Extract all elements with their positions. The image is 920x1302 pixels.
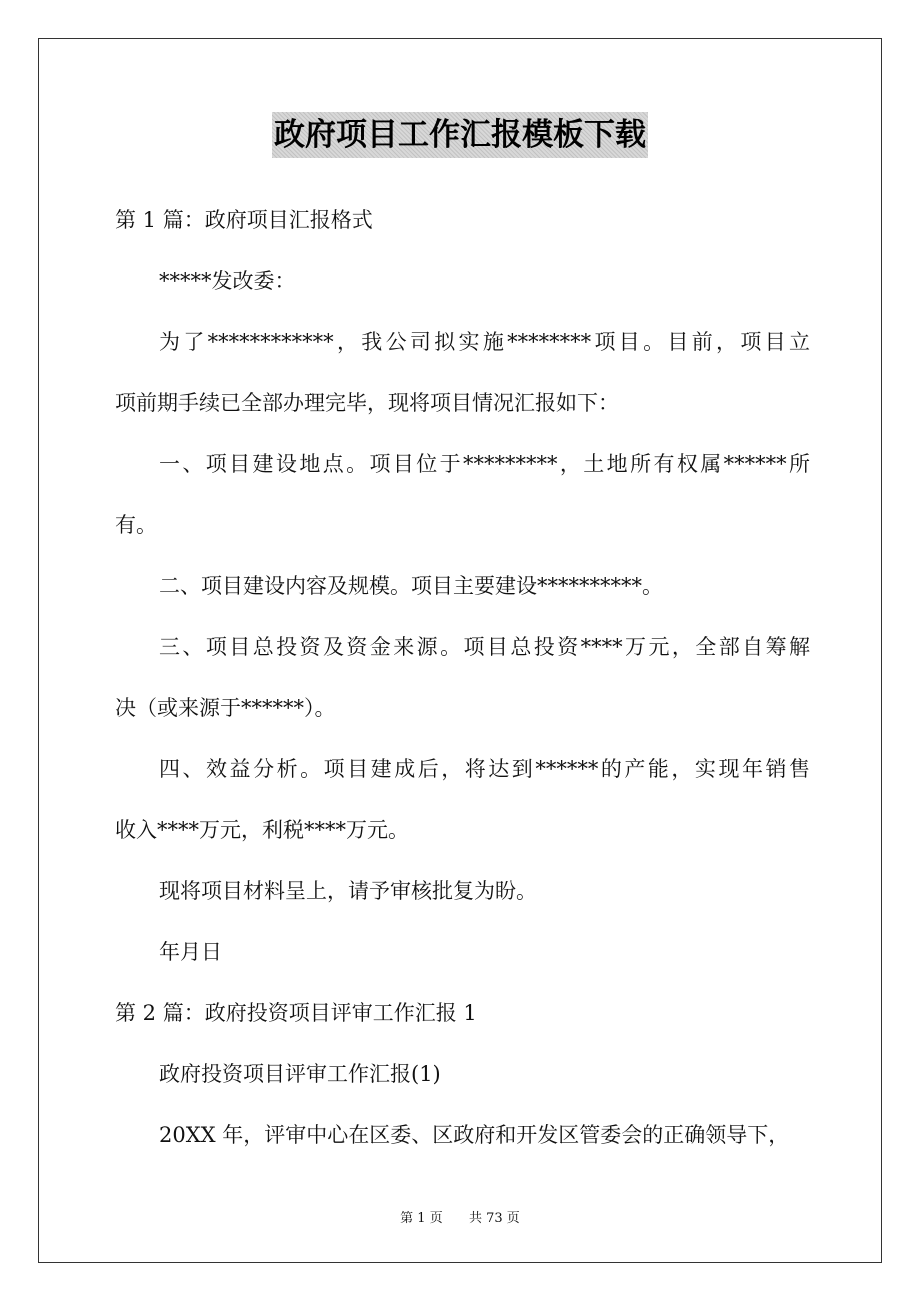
- document-title: 政府项目工作汇报模板下载: [272, 112, 648, 158]
- title-container: [0, 112, 920, 158]
- paragraph-line: 收入****万元，利税****万元。: [115, 818, 409, 842]
- page-number: 第 1 页: [400, 1211, 443, 1226]
- paragraph-line: 为了************，我公司拟实施********项目。目前，项目立: [159, 330, 810, 354]
- paragraph-line: 一、项目建设地点。项目位于*********，土地所有权属******所: [159, 452, 810, 476]
- paragraph-line: 决（或来源于******）。: [115, 696, 336, 720]
- date-line: 年月日: [159, 940, 222, 964]
- subheading: 政府投资项目评审工作汇报(1): [159, 1062, 441, 1086]
- paragraph-line: 现将项目材料呈上，请予审核批复为盼。: [159, 879, 537, 903]
- document-body: [115, 190, 810, 1166]
- paragraph-line: 项前期手续已全部办理完毕，现将项目情况汇报如下：: [115, 391, 619, 415]
- paragraph-line: 四、效益分析。项目建成后，将达到******的产能，实现年销售: [159, 757, 810, 781]
- salutation: *****发改委：: [159, 269, 296, 293]
- section-heading-1: 第 1 篇：政府项目汇报格式: [115, 208, 373, 232]
- paragraph-line: 二、项目建设内容及规模。项目主要建设**********。: [159, 574, 663, 598]
- paragraph-line: 有。: [115, 513, 157, 537]
- page-footer: [0, 1207, 920, 1226]
- section-heading-2: 第 2 篇：政府投资项目评审工作汇报 1: [115, 1001, 477, 1025]
- paragraph-line: 20XX 年，评审中心在区委、区政府和开发区管委会的正确领导下，: [159, 1123, 790, 1147]
- paragraph-line: 三、项目总投资及资金来源。项目总投资****万元，全部自筹解: [159, 635, 810, 659]
- page-total: 共 73 页: [469, 1211, 520, 1226]
